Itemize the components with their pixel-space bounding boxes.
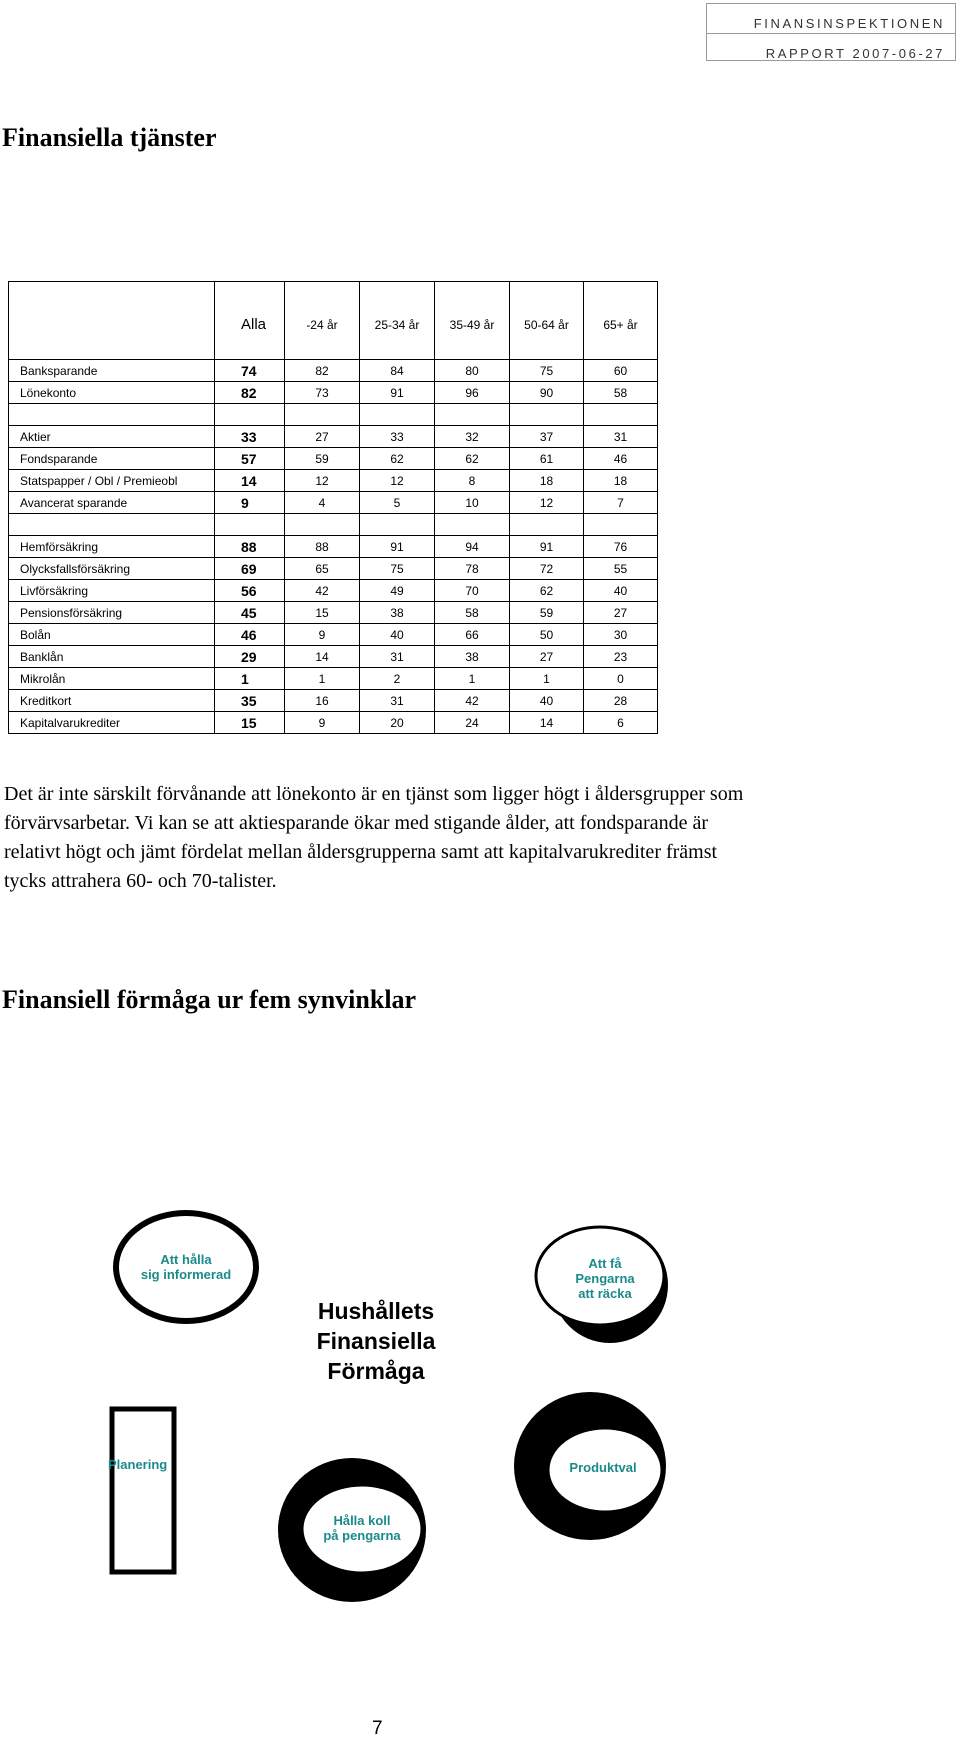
row-label: Kreditkort	[9, 690, 215, 712]
header-corner-cell	[9, 282, 215, 360]
table-row	[9, 360, 658, 382]
header-alla: Alla	[215, 282, 285, 360]
row-age-value: 76	[584, 536, 658, 558]
spacer-cell	[360, 514, 435, 536]
row-age-value: 16	[285, 690, 360, 712]
row-age-value: 12	[510, 492, 584, 514]
center-line: Hushållets	[317, 1298, 435, 1324]
row-alla-value: 56	[215, 580, 285, 602]
report-header-box	[706, 3, 956, 61]
row-age-value: 40	[584, 580, 658, 602]
row-age-value: 18	[510, 470, 584, 492]
label-line: på pengarna	[323, 1528, 401, 1543]
spacer-cell	[285, 404, 360, 426]
row-age-value: 18	[584, 470, 658, 492]
diagram-center-title	[296, 1296, 456, 1386]
row-age-value: 80	[435, 360, 510, 382]
row-age-value: 0	[584, 668, 658, 690]
row-alla-value: 57	[215, 448, 285, 470]
table-row	[9, 426, 658, 448]
row-age-value: 10	[435, 492, 510, 514]
table-header-row	[9, 282, 658, 360]
row-label: Aktier	[9, 426, 215, 448]
row-age-value: 31	[360, 690, 435, 712]
spacer-cell	[360, 404, 435, 426]
row-label: Banksparande	[9, 360, 215, 382]
report-date: RAPPORT 2007-06-27	[765, 46, 945, 61]
table-row	[9, 602, 658, 624]
row-age-value: 58	[584, 382, 658, 404]
table-row	[9, 690, 658, 712]
row-age-value: 78	[435, 558, 510, 580]
row-alla-value: 15	[215, 712, 285, 734]
row-age-value: 59	[285, 448, 360, 470]
row-age-value: 62	[510, 580, 584, 602]
body-paragraph: Det är inte särskilt förvånande att lönekonto är en tjänst som ligger högt i åldersgrupper som förvärvsarbetar. Vi kan se att aktiesparande ökar med stigande ålder, att fondsparande är relativt högt och jämt fördelat mellan åldersgrupperna samt att kapitalvarukrediter främst tycks attrahera 60- och 70-talister.	[4, 783, 744, 892]
label-line: sig informerad	[140, 1267, 232, 1282]
row-age-value: 60	[584, 360, 658, 382]
rect-planning	[112, 1409, 174, 1572]
row-alla-value: 1	[215, 668, 285, 690]
row-age-value: 27	[285, 426, 360, 448]
row-age-value: 91	[360, 536, 435, 558]
row-age-value: 49	[360, 580, 435, 602]
row-age-value: 91	[360, 382, 435, 404]
row-age-value: 62	[360, 448, 435, 470]
row-age-value: 1	[510, 668, 584, 690]
row-age-value: 90	[510, 382, 584, 404]
row-age-value: 20	[360, 712, 435, 734]
spacer-cell	[215, 404, 285, 426]
row-age-value: 33	[360, 426, 435, 448]
row-age-value: 24	[435, 712, 510, 734]
label-track	[312, 1513, 412, 1543]
spacer-cell	[285, 514, 360, 536]
row-age-value: 55	[584, 558, 658, 580]
table-row	[9, 492, 658, 514]
row-label: Livförsäkring	[9, 580, 215, 602]
table-spacer-row	[9, 514, 658, 536]
table-row	[9, 558, 658, 580]
row-age-value: 70	[435, 580, 510, 602]
table-row	[9, 646, 658, 668]
row-age-value: 62	[435, 448, 510, 470]
label-line: Att hålla	[160, 1252, 212, 1267]
row-age-value: 31	[360, 646, 435, 668]
row-age-value: 84	[360, 360, 435, 382]
row-label: Statspapper / Obl / Premieobl	[9, 470, 215, 492]
label-line: Att få	[588, 1256, 622, 1271]
table-row	[9, 712, 658, 734]
row-age-value: 14	[510, 712, 584, 734]
row-age-value: 1	[285, 668, 360, 690]
row-label: Banklån	[9, 646, 215, 668]
row-alla-value: 35	[215, 690, 285, 712]
header-age-group: 50-64 år	[510, 282, 584, 360]
row-age-value: 50	[510, 624, 584, 646]
row-age-value: 65	[285, 558, 360, 580]
page-number: 7	[372, 1718, 383, 1739]
spacer-cell	[510, 404, 584, 426]
header-age-group: 35-49 år	[435, 282, 510, 360]
services-table	[8, 281, 658, 734]
row-alla-value: 46	[215, 624, 285, 646]
row-age-value: 59	[510, 602, 584, 624]
row-age-value: 91	[510, 536, 584, 558]
row-age-value: 32	[435, 426, 510, 448]
row-alla-value: 74	[215, 360, 285, 382]
row-age-value: 40	[510, 690, 584, 712]
row-age-value: 38	[360, 602, 435, 624]
section-title-ability: Finansiell förmåga ur fem synvinklar	[2, 985, 417, 1014]
header-divider	[707, 33, 955, 34]
row-age-value: 40	[360, 624, 435, 646]
row-label: Olycksfallsförsäkring	[9, 558, 215, 580]
row-age-value: 66	[435, 624, 510, 646]
row-label: Bolån	[9, 624, 215, 646]
row-alla-value: 14	[215, 470, 285, 492]
section-title-services: Finansiella tjänster	[2, 123, 217, 152]
row-age-value: 27	[584, 602, 658, 624]
center-line: Finansiella	[316, 1328, 436, 1354]
financial-ability-diagram	[0, 1180, 960, 1620]
label-enough	[550, 1256, 660, 1301]
row-age-value: 37	[510, 426, 584, 448]
spacer-cell	[510, 514, 584, 536]
row-age-value: 38	[435, 646, 510, 668]
row-age-value: 88	[285, 536, 360, 558]
row-age-value: 27	[510, 646, 584, 668]
row-label: Pensionsförsäkring	[9, 602, 215, 624]
row-age-value: 9	[285, 712, 360, 734]
table-row	[9, 448, 658, 470]
row-label: Fondsparande	[9, 448, 215, 470]
row-age-value: 72	[510, 558, 584, 580]
row-alla-value: 69	[215, 558, 285, 580]
row-age-value: 12	[285, 470, 360, 492]
row-age-value: 12	[360, 470, 435, 492]
row-age-value: 6	[584, 712, 658, 734]
table-row	[9, 668, 658, 690]
label-line: Pengarna	[575, 1271, 635, 1286]
table-row	[9, 382, 658, 404]
label-line: Hålla koll	[333, 1513, 391, 1528]
row-age-value: 73	[285, 382, 360, 404]
spacer-cell	[215, 514, 285, 536]
organization-name: FINANSINSPEKTIONEN	[753, 16, 945, 31]
row-age-value: 14	[285, 646, 360, 668]
row-age-value: 61	[510, 448, 584, 470]
row-age-value: 1	[435, 668, 510, 690]
row-age-value: 28	[584, 690, 658, 712]
header-age-group: -24 år	[285, 282, 360, 360]
row-age-value: 23	[584, 646, 658, 668]
row-age-value: 4	[285, 492, 360, 514]
label-informed	[126, 1252, 246, 1282]
row-age-value: 9	[285, 624, 360, 646]
row-age-value: 82	[285, 360, 360, 382]
row-age-value: 8	[435, 470, 510, 492]
label-product-choice: Produktval	[569, 1460, 637, 1475]
row-alla-value: 29	[215, 646, 285, 668]
header-age-group: 65+ år	[584, 282, 658, 360]
row-age-value: 5	[360, 492, 435, 514]
row-alla-value: 45	[215, 602, 285, 624]
spacer-cell	[435, 404, 510, 426]
row-age-value: 7	[584, 492, 658, 514]
row-label: Avancerat sparande	[9, 492, 215, 514]
row-alla-value: 33	[215, 426, 285, 448]
row-age-value: 30	[584, 624, 658, 646]
spacer-cell	[9, 404, 215, 426]
row-age-value: 75	[360, 558, 435, 580]
row-age-value: 15	[285, 602, 360, 624]
row-label: Hemförsäkring	[9, 536, 215, 558]
table-row	[9, 536, 658, 558]
row-age-value: 96	[435, 382, 510, 404]
label-line: att räcka	[578, 1286, 632, 1301]
spacer-cell	[435, 514, 510, 536]
row-alla-value: 88	[215, 536, 285, 558]
row-label: Lönekonto	[9, 382, 215, 404]
spacer-cell	[9, 514, 215, 536]
row-age-value: 31	[584, 426, 658, 448]
row-alla-value: 82	[215, 382, 285, 404]
row-age-value: 75	[510, 360, 584, 382]
center-line: Förmåga	[327, 1358, 425, 1384]
table-row	[9, 580, 658, 602]
row-age-value: 94	[435, 536, 510, 558]
row-age-value: 58	[435, 602, 510, 624]
diagram-shapes	[0, 1180, 960, 1620]
spacer-cell	[584, 404, 658, 426]
row-age-value: 46	[584, 448, 658, 470]
table-row	[9, 470, 658, 492]
row-age-value: 42	[435, 690, 510, 712]
row-age-value: 2	[360, 668, 435, 690]
table-row	[9, 624, 658, 646]
label-planning: Planering	[108, 1457, 168, 1472]
header-age-group: 25-34 år	[360, 282, 435, 360]
spacer-cell	[584, 514, 658, 536]
table-spacer-row	[9, 404, 658, 426]
row-label: Mikrolån	[9, 668, 215, 690]
row-age-value: 42	[285, 580, 360, 602]
row-label: Kapitalvarukrediter	[9, 712, 215, 734]
row-alla-value: 9	[215, 492, 285, 514]
